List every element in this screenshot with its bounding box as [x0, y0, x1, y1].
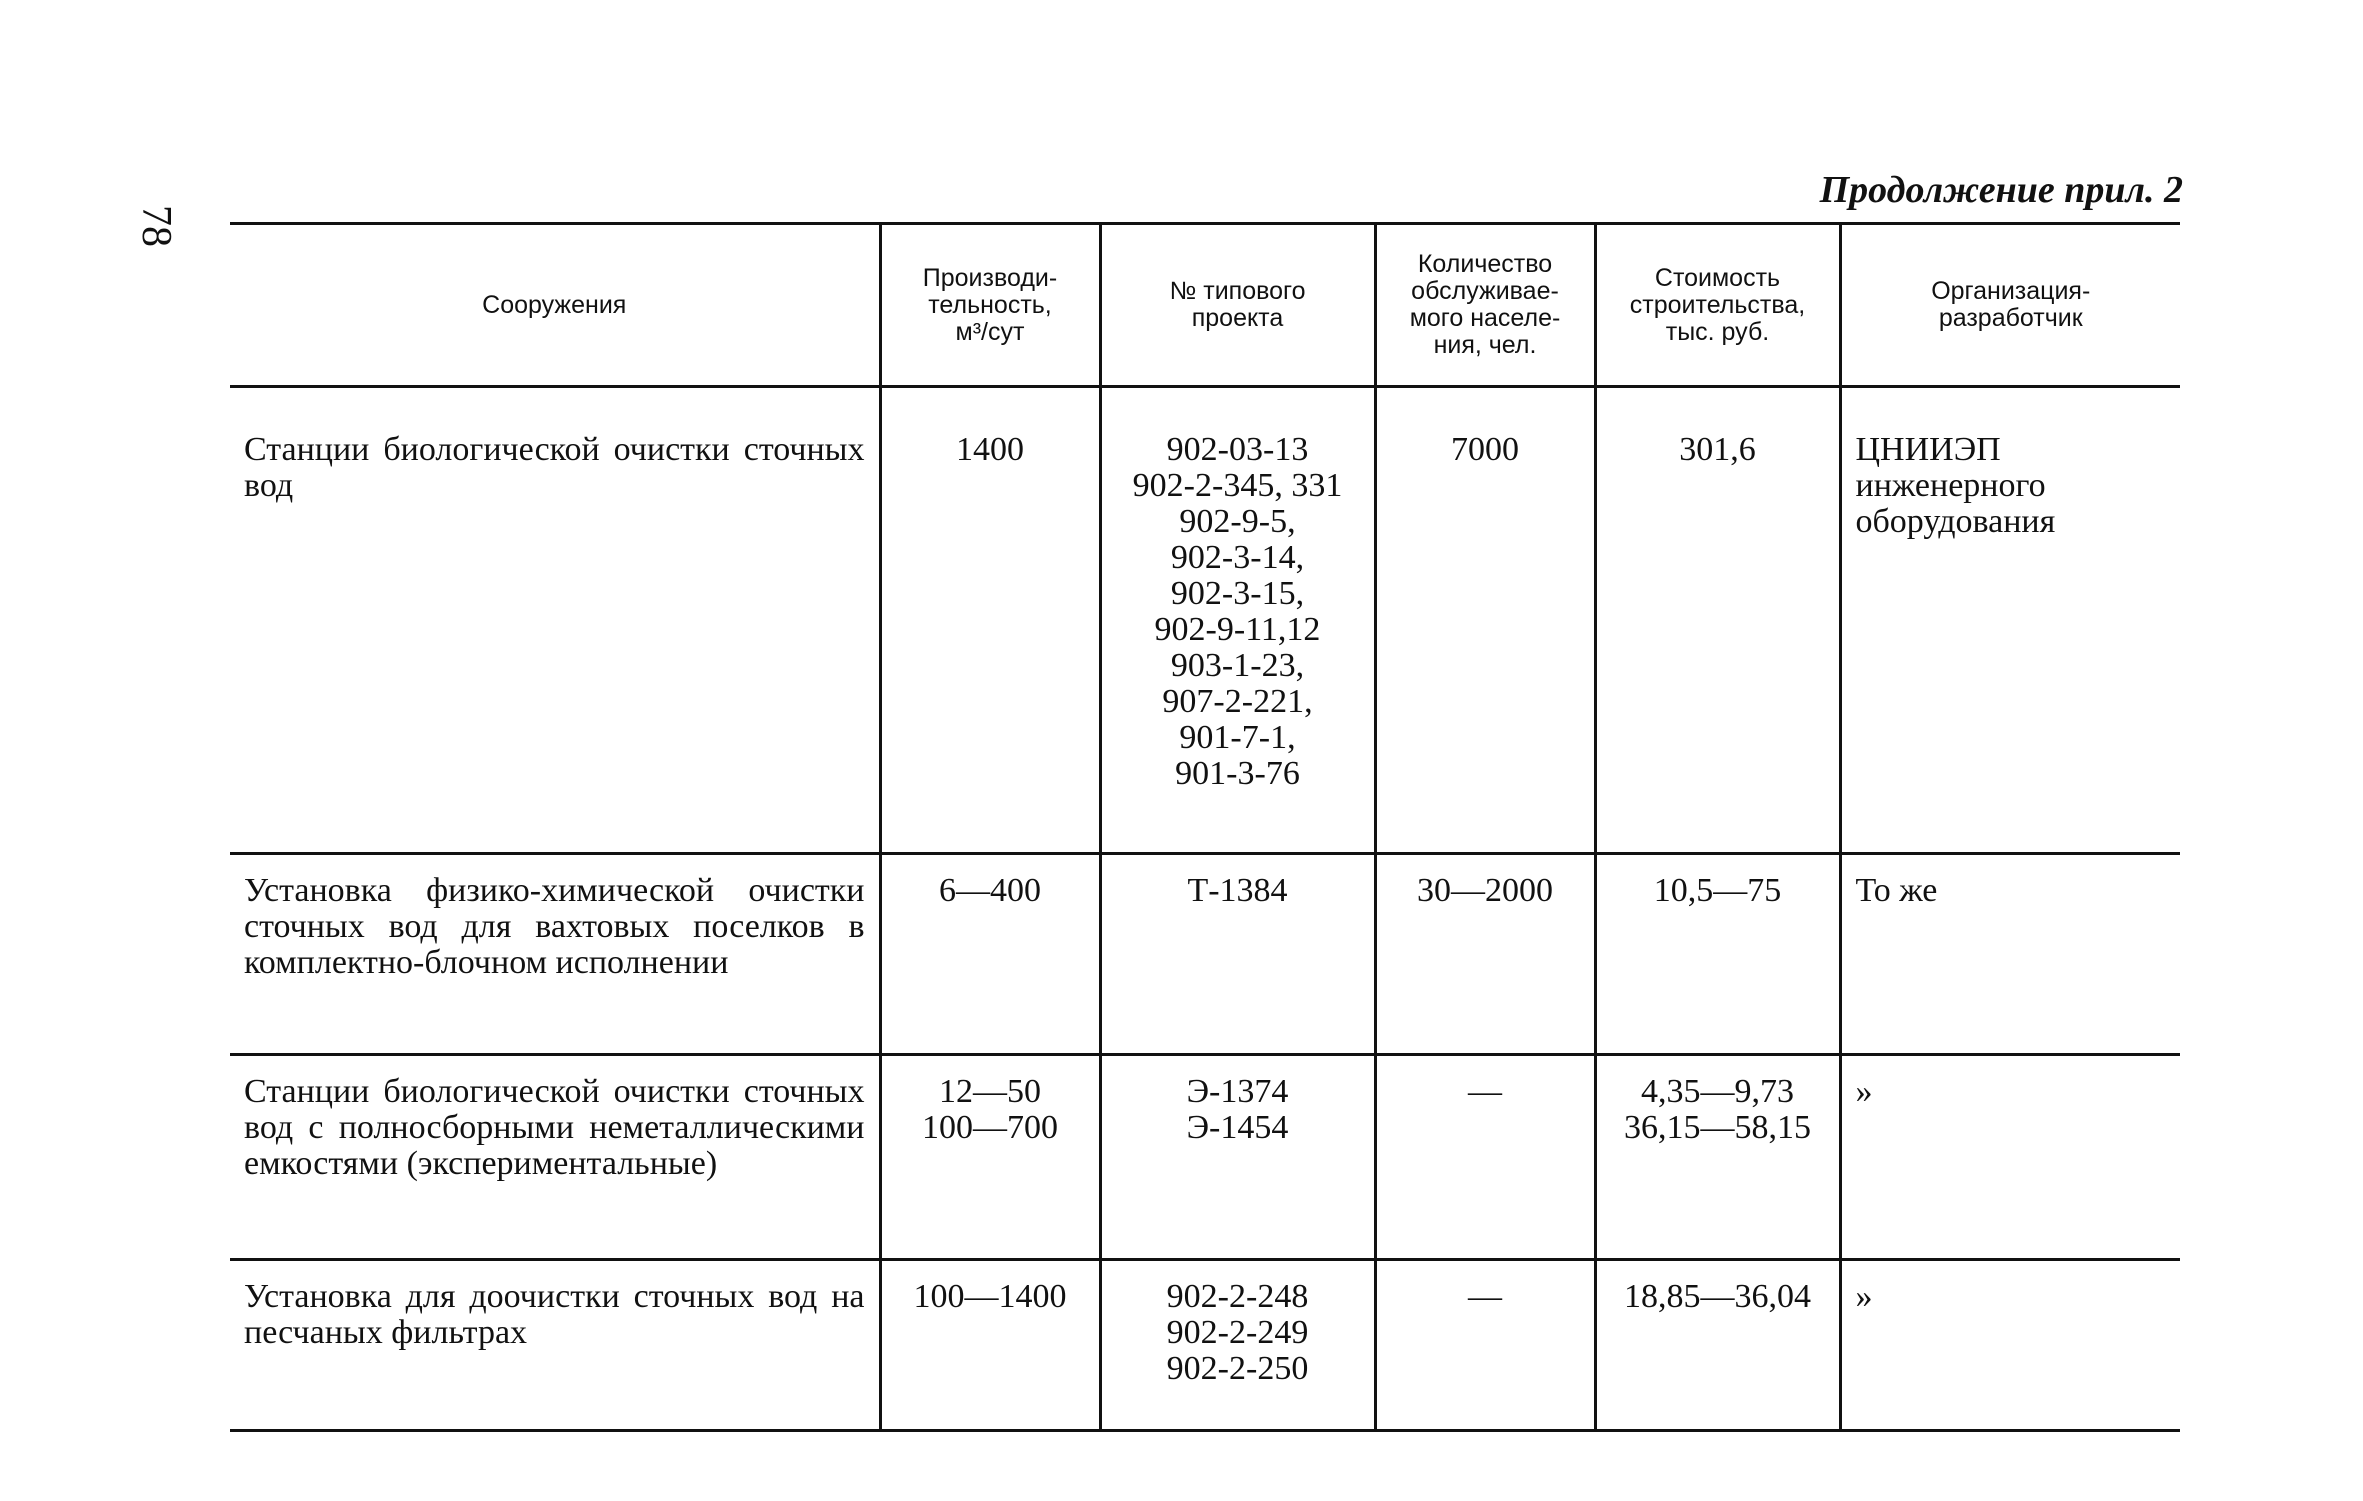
cell-productivity: [880, 854, 1100, 1055]
header-line: Сооружения: [482, 290, 627, 319]
header-line: Количество: [1417, 250, 1553, 278]
header-line: Стоимость: [1654, 263, 1781, 292]
cell-structure: Установка для доочистки сточных вод на песчаных фильтрах: [244, 1278, 865, 1351]
cell-line: 901-7-1,: [1179, 719, 1296, 756]
header-structures: [230, 224, 880, 387]
cell-line: 902-3-15,: [1170, 575, 1305, 612]
header-project-number: [1100, 224, 1375, 387]
cell-line: 6—400: [939, 872, 1041, 909]
header-line: мого населе-: [1409, 304, 1561, 332]
cell-population: —: [1375, 1260, 1595, 1431]
cell-line: 902-2-249: [1166, 1314, 1309, 1351]
table-row: [230, 1260, 2180, 1431]
cell-line: 902-3-14,: [1170, 539, 1305, 576]
table-header: [230, 224, 2180, 387]
cell-line: 4,35—9,73: [1641, 1073, 1794, 1110]
cell-line: 902-9-11,12: [1154, 611, 1321, 648]
table-row: [230, 854, 2180, 1055]
cell-organization: То же: [1840, 854, 2180, 1055]
cell-line: 1400: [956, 431, 1024, 468]
cell-line: Т-1384: [1187, 872, 1288, 909]
header-population: [1375, 224, 1595, 387]
header-line: тельность,: [928, 290, 1052, 319]
table-row: [230, 1055, 2180, 1260]
cell-population: —: [1375, 1055, 1595, 1260]
cell-cost: [1595, 854, 1840, 1055]
cell-projects: [1100, 1260, 1375, 1431]
cell-cost: [1595, 387, 1840, 854]
cell-population: 7000: [1375, 387, 1595, 854]
header-line: строительства,: [1629, 290, 1806, 319]
cell-line: 901-3-76: [1175, 755, 1300, 792]
header-line: м³/сут: [955, 317, 1025, 346]
header-line: разработчик: [1938, 304, 2083, 332]
cell-line: 100—700: [922, 1109, 1058, 1146]
table-row: [230, 387, 2180, 854]
cell-structure: Станции биологической очистки сточных вод с полносборными неметаллическими емкостями (экспериментальные): [244, 1073, 865, 1182]
cell-line: 902-03-13: [1166, 431, 1309, 468]
cell-organization: »: [1840, 1260, 2180, 1431]
header-line: Производи-: [922, 263, 1058, 292]
cell-line: 100—1400: [913, 1278, 1067, 1315]
cell-line: 18,85—36,04: [1624, 1278, 1811, 1315]
cell-line: 12—50: [939, 1073, 1041, 1110]
cell-line: 902-9-5,: [1179, 503, 1296, 540]
cell-line: 902-2-250: [1166, 1350, 1309, 1387]
cell-organization: »: [1840, 1055, 2180, 1260]
cell-line: Э-1454: [1186, 1109, 1289, 1146]
cell-line: 10,5—75: [1653, 872, 1782, 909]
cell-organization: ЦНИИЭП инженерного оборудования: [1840, 387, 2180, 854]
cell-line: 902-2-345, 331: [1132, 467, 1343, 504]
cell-projects: [1100, 387, 1375, 854]
cell-line: 907-2-221,: [1162, 683, 1313, 720]
header-line: тыс. руб.: [1665, 317, 1770, 346]
cell-cost: [1595, 1260, 1840, 1431]
header-line: ния, чел.: [1433, 331, 1537, 359]
header-line: проекта: [1191, 304, 1284, 332]
header-line: обслуживае-: [1411, 277, 1559, 305]
continuation-title: Продолжение прил. 2: [1819, 169, 2183, 211]
cell-line: 36,15—58,15: [1624, 1109, 1811, 1146]
cell-line: 903-1-23,: [1170, 647, 1305, 684]
header-productivity: [880, 224, 1100, 387]
cell-projects: [1100, 854, 1375, 1055]
header-organization: [1840, 224, 2180, 387]
table-body: [230, 387, 2180, 1431]
cell-line: 301,6: [1679, 431, 1756, 468]
cell-productivity: [880, 1055, 1100, 1260]
header-line: Организация-: [1931, 277, 2091, 305]
page-number: 78: [133, 205, 179, 247]
cell-productivity: [880, 1260, 1100, 1431]
cell-productivity: [880, 387, 1100, 854]
cell-projects: [1100, 1055, 1375, 1260]
cell-line: 902-2-248: [1166, 1278, 1309, 1315]
cell-line: Э-1374: [1186, 1073, 1289, 1110]
table-header-row: [230, 224, 2180, 387]
cell-cost: [1595, 1055, 1840, 1260]
cell-structure: Установка физико-химической очистки сточных вод для вахтовых поселков в комплектно-блочном исполнении: [244, 872, 865, 981]
structures-table: [230, 222, 2180, 1432]
header-cost: [1595, 224, 1840, 387]
cell-population: 30—2000: [1375, 854, 1595, 1055]
cell-structure: Станции биологической очистки сточных вод: [244, 431, 865, 504]
header-line: № типового: [1169, 277, 1306, 305]
